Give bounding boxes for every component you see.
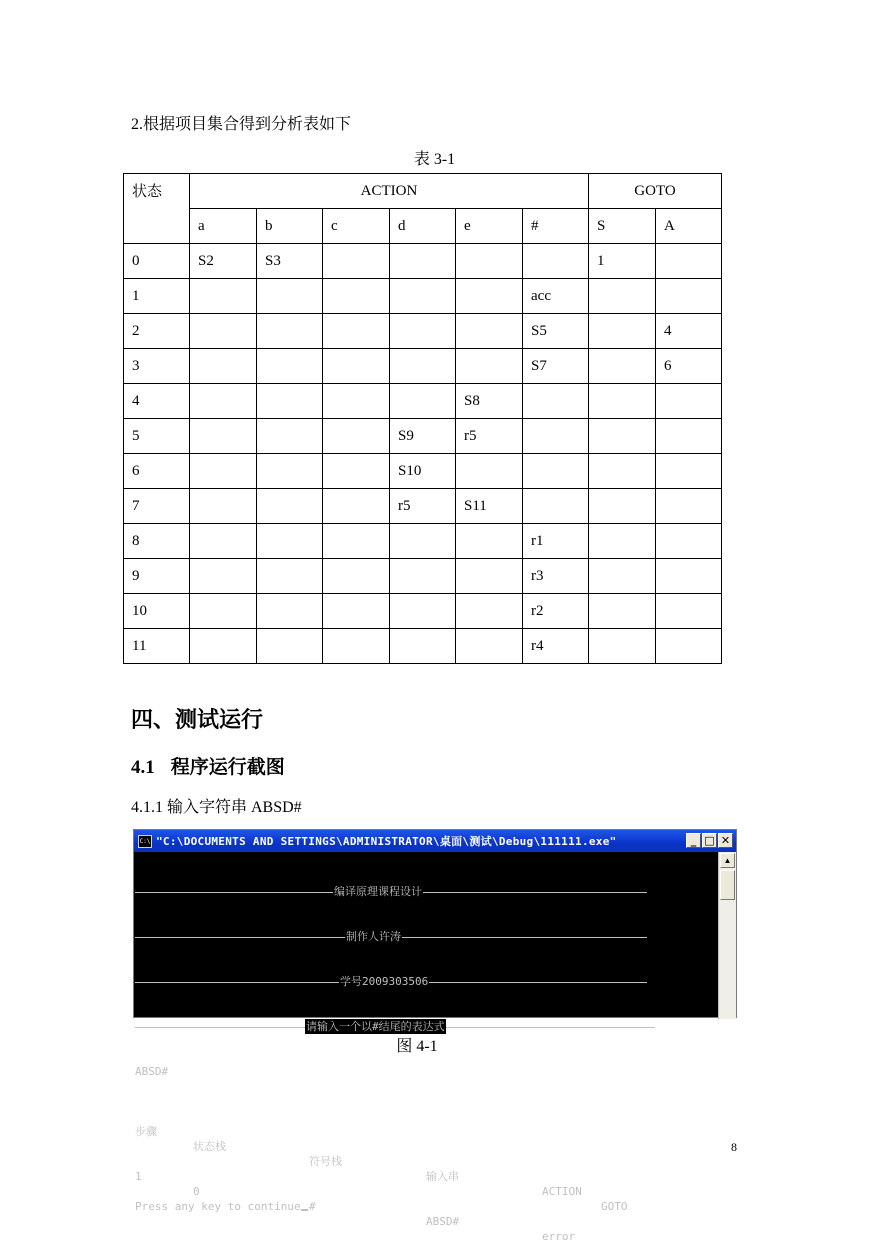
state-cell: 1 — [124, 279, 190, 314]
state-cell: 2 — [124, 314, 190, 349]
table-cell — [456, 594, 523, 629]
table-cell — [589, 279, 656, 314]
table-cell: S9 — [390, 419, 456, 454]
cell-action: error — [542, 1230, 576, 1243]
table-cell — [257, 349, 323, 384]
table-row — [124, 454, 722, 489]
table-cell — [456, 314, 523, 349]
cell-state-stack: 0 — [193, 1185, 200, 1198]
table-row — [124, 524, 722, 559]
table-cell: S7 — [523, 349, 589, 384]
col-header: d — [390, 209, 456, 244]
table-cell — [323, 279, 390, 314]
table-cell — [656, 384, 722, 419]
table-row — [124, 244, 722, 279]
table-cell — [656, 419, 722, 454]
table-cell — [390, 524, 456, 559]
table-cell — [390, 349, 456, 384]
table-cell — [589, 349, 656, 384]
state-cell: 7 — [124, 489, 190, 524]
table-cell — [323, 244, 390, 279]
table-cell — [190, 314, 257, 349]
state-cell: 4 — [124, 384, 190, 419]
table-cell — [190, 384, 257, 419]
table-cell — [456, 524, 523, 559]
table-cell: r3 — [523, 559, 589, 594]
table-cell — [323, 419, 390, 454]
col-header: a — [190, 209, 257, 244]
header-symbol-stack: 符号栈 — [309, 1155, 342, 1168]
table-cell — [323, 559, 390, 594]
table-cell: acc — [523, 279, 589, 314]
table-cell — [656, 559, 722, 594]
table-cell — [456, 349, 523, 384]
table-cell — [257, 559, 323, 594]
table-header-row — [124, 174, 722, 209]
text-cursor — [301, 1209, 308, 1211]
table-cell — [589, 559, 656, 594]
table-cell — [456, 244, 523, 279]
table-cell: 1 — [589, 244, 656, 279]
input-echo: ABSD# — [135, 1065, 169, 1078]
window-title: "C:\DOCUMENTS AND SETTINGS\ADMINISTRATOR\桌面\测试\Debug\111111.exe" — [156, 835, 617, 848]
table-cell — [257, 629, 323, 664]
table-cell — [190, 489, 257, 524]
table-cell — [523, 244, 589, 279]
banner-text: 学号2009303506 — [340, 975, 429, 988]
table-cell — [257, 489, 323, 524]
cell-symbol-stack: # — [309, 1200, 316, 1213]
table-cell — [190, 279, 257, 314]
table-cell — [523, 489, 589, 524]
cell-input-string: ABSD# — [426, 1215, 460, 1228]
table-cell: S11 — [456, 489, 523, 524]
table-cell: 4 — [656, 314, 722, 349]
table-cell — [589, 524, 656, 559]
table-cell — [323, 629, 390, 664]
col-header: # — [523, 209, 589, 244]
table-cell — [257, 384, 323, 419]
table-cell: S10 — [390, 454, 456, 489]
subsubsection-title: 4.1.1 输入字符串 ABSD# — [131, 799, 302, 816]
table-row — [124, 419, 722, 454]
table-cell — [390, 559, 456, 594]
header-goto: GOTO — [601, 1200, 628, 1213]
table-cell — [323, 524, 390, 559]
figure-caption: 图 4-1 — [396, 1038, 438, 1055]
table-cell — [523, 384, 589, 419]
table-cell — [390, 594, 456, 629]
subsection-text: 程序运行截图 — [170, 756, 285, 778]
console-app-icon: C:\ — [138, 835, 152, 848]
table-cell: S3 — [257, 244, 323, 279]
table-row — [124, 489, 722, 524]
table-cell — [257, 524, 323, 559]
table-cell — [656, 594, 722, 629]
banner-line — [135, 884, 718, 899]
table-cell — [257, 279, 323, 314]
action-header: ACTION — [190, 174, 589, 209]
table-cell: r5 — [456, 419, 523, 454]
table-row — [124, 559, 722, 594]
state-cell: 11 — [124, 629, 190, 664]
table-cell — [323, 454, 390, 489]
state-header: 状态 — [124, 174, 190, 244]
table-cell — [190, 349, 257, 384]
table-cell: r1 — [523, 524, 589, 559]
col-header: c — [323, 209, 390, 244]
banner-text: 请输入一个以#结尾的表达式 — [306, 1020, 445, 1033]
table-row — [124, 594, 722, 629]
table-row — [124, 314, 722, 349]
table-cell: r2 — [523, 594, 589, 629]
table-cell — [456, 454, 523, 489]
banner-line — [135, 974, 718, 989]
table-cell — [390, 314, 456, 349]
table-cell — [323, 489, 390, 524]
table-cell — [656, 629, 722, 664]
table-cell: S8 — [456, 384, 523, 419]
banner-text: 编译原理课程设计 — [334, 885, 422, 898]
table-cell — [589, 629, 656, 664]
table-cell — [656, 279, 722, 314]
cell-step: 1 — [135, 1170, 142, 1183]
table-cell — [523, 454, 589, 489]
header-input-string: 输入串 — [426, 1170, 459, 1183]
table-cell — [390, 384, 456, 419]
table-row — [124, 384, 722, 419]
col-header: b — [257, 209, 323, 244]
table-cell — [323, 384, 390, 419]
table-cell — [257, 594, 323, 629]
state-cell: 9 — [124, 559, 190, 594]
table-cell: 6 — [656, 349, 722, 384]
state-cell: 0 — [124, 244, 190, 279]
col-header: A — [656, 209, 722, 244]
table-cell — [589, 419, 656, 454]
table-subheader-row — [124, 209, 722, 244]
prompt-text: Press any key to continue — [135, 1200, 301, 1213]
section-title: 四、测试运行 — [131, 708, 264, 733]
close-button[interactable]: ✕ — [718, 833, 733, 848]
banner-line — [135, 1019, 718, 1034]
table-cell — [190, 629, 257, 664]
header-step: 步骤 — [135, 1125, 157, 1138]
table-row — [124, 629, 722, 664]
table-cell — [190, 559, 257, 594]
maximize-button[interactable]: □ — [702, 833, 717, 848]
table-cell — [656, 244, 722, 279]
table-cell — [190, 524, 257, 559]
table-row — [124, 279, 722, 314]
table-cell — [589, 594, 656, 629]
col-header: e — [456, 209, 523, 244]
table-cell: r4 — [523, 629, 589, 664]
table-cell — [190, 454, 257, 489]
state-cell: 3 — [124, 349, 190, 384]
table-cell — [589, 489, 656, 524]
subsection-number: 4.1 — [131, 757, 155, 778]
state-cell: 6 — [124, 454, 190, 489]
table-cell — [589, 384, 656, 419]
table-caption: 表 3-1 — [413, 151, 456, 168]
scroll-up-icon[interactable]: ▲ — [720, 853, 735, 868]
header-action: ACTION — [542, 1185, 582, 1198]
table-cell — [589, 454, 656, 489]
intro-text: 2.根据项目集合得到分析表如下 — [131, 116, 352, 133]
parse-table — [123, 173, 722, 664]
table-row — [124, 349, 722, 384]
page-number: 8 — [731, 1140, 737, 1154]
col-header: S — [589, 209, 656, 244]
table-cell — [390, 244, 456, 279]
table-cell — [390, 279, 456, 314]
table-cell — [257, 454, 323, 489]
table-cell — [190, 594, 257, 629]
minimize-button[interactable]: _ — [686, 833, 701, 848]
table-cell: r5 — [390, 489, 456, 524]
table-cell — [323, 594, 390, 629]
table-cell — [456, 279, 523, 314]
banner-text: 制作人许涛 — [346, 930, 401, 943]
table-cell — [190, 419, 257, 454]
window-titlebar — [134, 830, 736, 852]
table-cell — [257, 314, 323, 349]
goto-header: GOTO — [589, 174, 722, 209]
table-cell — [656, 524, 722, 559]
console-prompt — [135, 1199, 718, 1214]
table-cell — [323, 314, 390, 349]
table-cell — [656, 454, 722, 489]
state-cell: 8 — [124, 524, 190, 559]
banner-line — [135, 929, 718, 944]
table-cell — [656, 489, 722, 524]
table-cell: S5 — [523, 314, 589, 349]
table-cell — [456, 629, 523, 664]
table-cell — [589, 314, 656, 349]
table-cell — [390, 629, 456, 664]
table-cell — [257, 419, 323, 454]
vertical-scrollbar[interactable] — [718, 852, 736, 1019]
table-cell: S2 — [190, 244, 257, 279]
table-cell — [523, 419, 589, 454]
header-state-stack: 状态栈 — [193, 1140, 226, 1153]
subsection-title — [131, 752, 285, 779]
state-cell: 5 — [124, 419, 190, 454]
scroll-thumb[interactable] — [720, 870, 735, 900]
table-cell — [323, 349, 390, 384]
table-cell — [456, 559, 523, 594]
state-cell: 10 — [124, 594, 190, 629]
